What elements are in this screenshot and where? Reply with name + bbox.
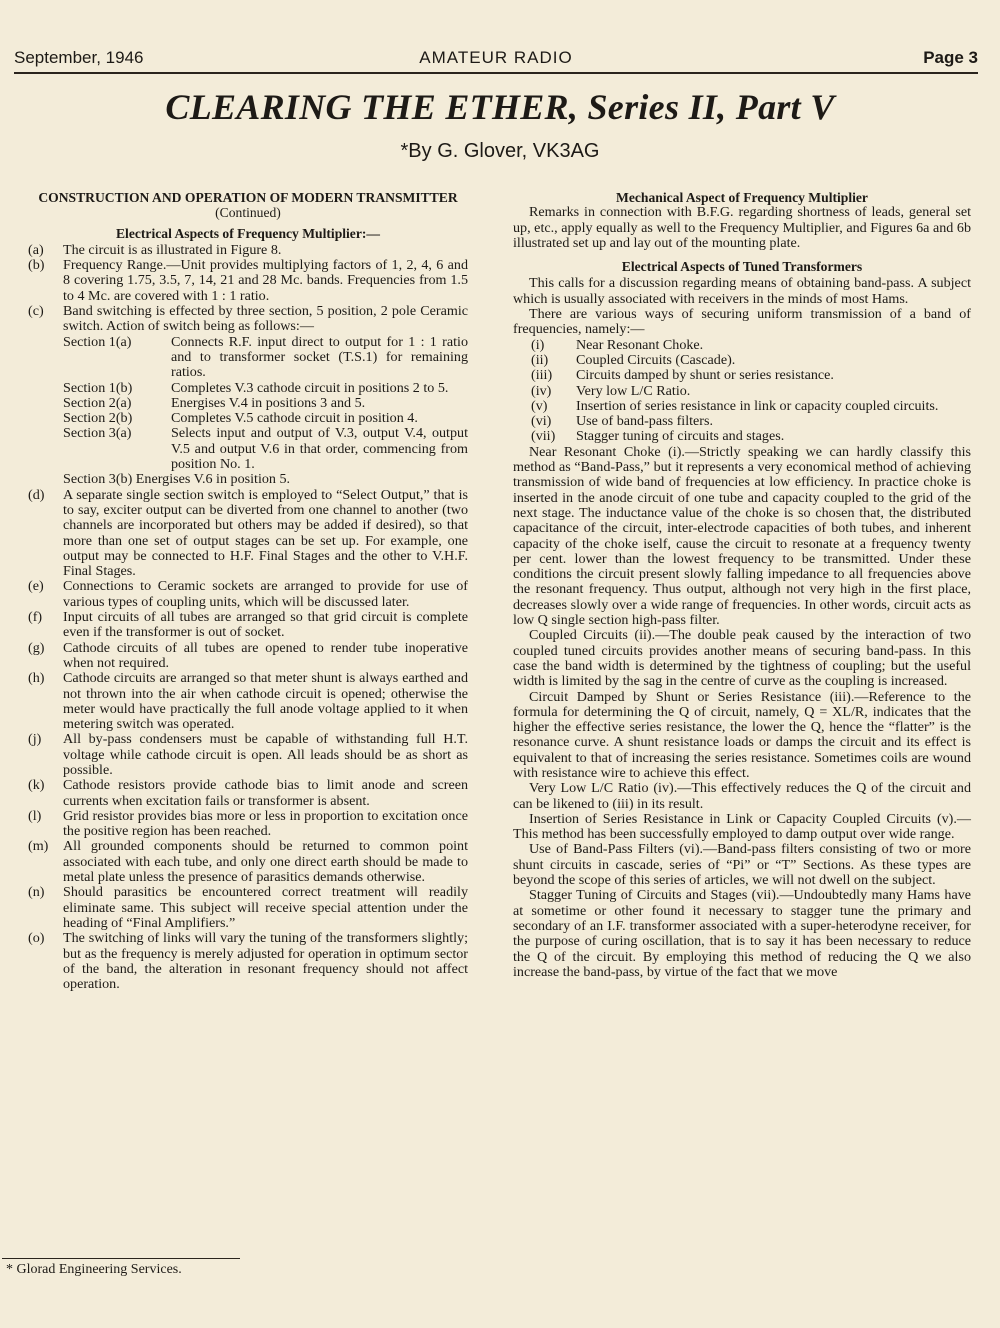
list-item (28, 778, 468, 809)
method-item-label: (vi) (531, 413, 552, 430)
paragraph: There are various ways of securing uniform transmission of a band of frequencies, namely:— (513, 306, 971, 338)
mechanical-heading: Mechanical Aspect of Frequency Multiplier (616, 190, 868, 205)
list-item-text: Input circuits of all tubes are arranged so that grid circuit is complete even if the transformer is out of socket. (63, 609, 468, 641)
method-item-text: Use of band-pass filters. (576, 413, 713, 430)
method-item-label: (ii) (531, 351, 549, 368)
switch-section-list (28, 335, 468, 473)
list-item (28, 885, 468, 931)
list-item (28, 579, 468, 610)
switch-section-text: Completes V.3 cathode circuit in positions 2 to 5. (171, 379, 449, 396)
list-item (28, 931, 468, 992)
method-item-label: (i) (531, 336, 545, 353)
method-item-label: (iv) (531, 382, 552, 399)
switch-section-text: Selects input and output of V.3, output V.4, output V.5 and output V.6 in that order, commencing from position No. 1. (171, 425, 468, 473)
article-byline: *By G. Glover, VK3AG (400, 140, 600, 162)
list-item (28, 732, 468, 778)
transformers-heading: Electrical Aspects of Tuned Transformers (621, 259, 863, 275)
method-item-text: Coupled Circuits (Cascade). (576, 351, 736, 368)
switch-section-text: Connects R.F. input direct to output for 1 : 1 ratio and to transformer socket (T.S.1) for remaining ratios. (171, 333, 468, 381)
switch-section-3b: Section 3(b) Energises V.6 in position 5. (63, 471, 291, 488)
switch-section-text: Energises V.4 in positions 3 and 5. (171, 394, 366, 411)
list-item-text: Cathode resistors provide cathode bias to limit anode and screen currents when excitation fails or transformer is absent. (63, 777, 468, 809)
paragraph: Remarks in connection with B.F.G. regarding shortness of leads, general set up, etc., apply equally as well to the Frequency Multiplier, and Figures 6a and 6b illustrated set up and lay out of the mounting plate. (513, 204, 971, 251)
section-heading-main: CONSTRUCTION AND OPERATION OF MODERN TRANSMITTER (38, 190, 458, 205)
list-item-label: (g) (28, 639, 45, 656)
method-item (513, 414, 971, 429)
list-item (28, 304, 468, 335)
list-item-text: A separate single section switch is employed to “Select Output,” that is to say, exciter output can be diverted from one channel to another (two channels are incorporated but others may be added if desired), so that more than one set of output stages can be set up. For example, one output may be connected to H.F. Final Stages and the other to V.H.F. Final Stages. (63, 486, 468, 580)
list-item-text: Cathode circuits are arranged so that meter shunt is always earthed and not thrown into the air when cathode circuit is opened; otherwise the meter would have practically the full anode voltage applied to it when metering switch was operated. (63, 670, 468, 733)
list-item-label: (b) (28, 257, 45, 274)
paragraph: Near Resonant Choke (i).—Strictly speaking we can hardly classify this method as “Band-Pass,” but it represents a very economical method of achieving transmission of wide band of frequencies at low efficiency. In practice choke is inserted in the anode circuit of one tube and capacity coupled to the grid of the next stage. The inductance value of the choke is so chosen that, the distributed capacitance of the circuit, inter-electrode capacities of both tubes, and inherent capacity of the choke iself, cause the circuit to resonate at a frequency twenty per cent. lower than the lowest frequency to be transmitted. Under these conditions the circuit present slowly falling impedance to all frequencies above the resonant frequency. Thus output, although not very high in the first place, decreases slowly over a wide range of frequencies. In other words, circuit acts as low Q single section high-pass filter. (513, 443, 971, 629)
switch-section (28, 411, 468, 426)
switch-section-label: Section 3(a) (63, 425, 132, 442)
method-item (513, 353, 971, 368)
list-item (28, 258, 468, 304)
list-item (28, 809, 468, 840)
method-item-label: (iii) (531, 367, 553, 384)
item-list-d-o (28, 488, 468, 993)
list-item (28, 243, 468, 258)
magazine-name: AMATEUR RADIO (419, 48, 573, 67)
paragraph: Circuit Damped by Shunt or Series Resistance (iii).—Reference to the formula for determining the Q of circuit, namely, Q = XL/R, indicates that the higher the effective series resistance, the lower the Q, hence the “flatter” is the resonance curve. A shunt resistance loads or damps the circuit and its effect is equivalent to that of increasing the series resistance. Sometimes coils are wound with resistance wire to achieve this effect. (513, 688, 971, 781)
switch-section (28, 426, 468, 472)
switch-section (28, 396, 468, 411)
paragraph: Very Low L/C Ratio (iv).—This effectively reduces the Q of the circuit and can be likened to (iii) in its result. (513, 780, 971, 812)
switch-section-label: Section 1(b) (63, 379, 133, 396)
paragraph: This calls for a discussion regarding means of obtaining band-pass. A subject which is usually associated with receivers in the minds of most Hams. (513, 275, 971, 307)
list-item-label: (d) (28, 486, 45, 503)
switch-section (28, 381, 468, 396)
section-heading (28, 190, 468, 221)
footnote: * Glorad Engineering Services. (6, 1262, 182, 1277)
paragraph: Insertion of Series Resistance in Link or Capacity Coupled Circuits (v).—This method has been successfully employed to damp output over wide range. (513, 810, 971, 843)
list-item-label: (a) (28, 241, 44, 258)
list-item-text: Connections to Ceramic sockets are arranged to provide for use of various types of coupling units, which will be discussed later. (63, 578, 468, 610)
switch-section-label: Section 1(a) (63, 333, 132, 350)
method-item-label: (v) (531, 397, 548, 414)
method-item-text: Near Resonant Choke. (576, 336, 704, 353)
list-item (28, 641, 468, 672)
method-list (513, 338, 971, 445)
list-item-label: (j) (28, 731, 42, 748)
paragraph: Use of Band-Pass Filters (vi).—Band-pass filters consisting of two or more shunt circuits in cascade, series of “Pi” or “T” Sections. As these types are beyond the scope of this series of articles, we will not dwell on the subject. (513, 841, 971, 889)
list-item-label: (k) (28, 777, 45, 794)
method-item-text: Circuits damped by shunt or series resistance. (576, 367, 834, 384)
list-item-label: (e) (28, 578, 44, 595)
method-item-text: Insertion of series resistance in link or capacity coupled circuits. (576, 397, 939, 414)
page-number: Page 3 (923, 48, 978, 67)
list-item-text: All by-pass condensers must be capable of withstanding full H.T. voltage while cathode circuit is open. All leads should be as short as possible. (63, 731, 468, 778)
method-item (513, 384, 971, 399)
list-item-text: Frequency Range.—Unit provides multiplying factors of 1, 2, 4, 6 and 8 covering 1.75, 3.5, 7, 14, 21 and 28 Mc. bands. Frequencies from 1.5 to 4 Mc. are covered with 1 : 1 ratio. (63, 257, 468, 304)
list-item-text: The switching of links will vary the tuning of the transformers slightly; but as the frequency is merely adjusted for operation in optimum sector of the band, the alteration in resonant frequency should not affect operation. (63, 930, 468, 993)
page-header (14, 46, 978, 74)
list-item-label: (m) (28, 838, 49, 855)
method-paragraphs (513, 445, 971, 980)
switch-section-label: Section 2(a) (63, 394, 132, 411)
switch-section (28, 335, 468, 381)
method-item-text: Stagger tuning of circuits and stages. (576, 428, 785, 445)
method-item (513, 338, 971, 353)
list-item-label: (l) (28, 807, 42, 824)
switch-section-label: Section 2(b) (63, 410, 133, 427)
list-item-text: Grid resistor provides bias more or less in proportion to excitation once the positive region has been reached. (63, 807, 468, 840)
subsection-heading: Electrical Aspects of Frequency Multiplier:— (115, 225, 381, 241)
footnote-rule (2, 1258, 240, 1259)
method-item-text: Very low L/C Ratio. (576, 382, 691, 399)
item-list-a-c (28, 243, 468, 335)
list-item-label: (h) (28, 670, 45, 687)
article-title: CLEARING THE ETHER, Series II, Part V (165, 87, 835, 127)
paragraph: Stagger Tuning of Circuits and Stages (vii).—Undoubtedly many Hams have at sometime or other found it necessary to stagger tune the primary and secondary of an I.F. transformer associated with a super-heterodyne receiver, for the purpose of curing oscillation, that is to say it has been necessary to reduce the Q of the circuit. By employing this method of reducing the Q we also increase the band-pass, by virtue of the fact that we move (513, 887, 971, 980)
list-item (28, 839, 468, 885)
list-item-text: The circuit is as illustrated in Figure 8. (63, 241, 282, 258)
list-item-text: Band switching is effected by three section, 5 position, 2 pole Ceramic switch. Action of switch being as follows:— (63, 303, 468, 335)
list-item (28, 671, 468, 732)
list-item (28, 488, 468, 580)
list-item-text: All grounded components should be returned to common point associated with each tube, and only one direct earth should be made to metal plate unless the presence of parasitics demands otherwise. (63, 838, 468, 886)
method-item (513, 429, 971, 444)
method-item (513, 368, 971, 383)
section-heading-continued: (Continued) (215, 205, 281, 221)
paragraph: Coupled Circuits (ii).—The double peak caused by the interaction of two coupled tuned circuits provides another means of securing band-pass. In this case the band width is determined by the tightness of coupling; but the useful width is limited by the sag in the centre of curve as the coupling is increased. (513, 627, 971, 690)
list-item (28, 610, 468, 641)
list-item-label: (f) (28, 609, 43, 626)
issue-date: September, 1946 (14, 48, 144, 67)
switch-section-text: Completes V.5 cathode circuit in position 4. (171, 410, 418, 427)
right-column (513, 190, 971, 980)
list-item-label: (n) (28, 884, 45, 901)
method-item-label: (vii) (531, 428, 556, 445)
method-item (513, 399, 971, 414)
list-item-text: Cathode circuits of all tubes are opened to render tube inoperative when not required. (63, 639, 468, 671)
list-item-label: (c) (28, 303, 44, 320)
left-column (28, 190, 468, 992)
list-item-text: Should parasitics be encountered correct treatment will readily eliminate same. This subject will receive special attention under the heading of “Final Amplifiers.” (63, 884, 468, 931)
list-item-label: (o) (28, 930, 45, 947)
